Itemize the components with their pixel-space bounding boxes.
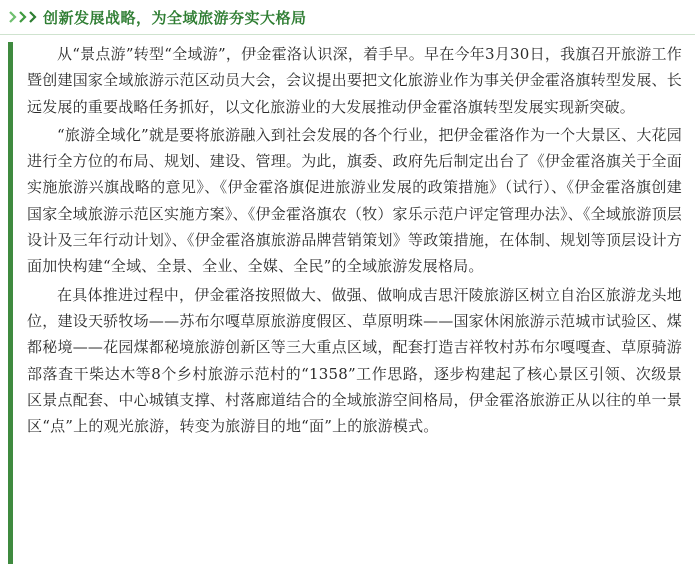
article-accent-bar [8, 42, 13, 564]
paragraph-3: 在具体推进过程中，伊金霍洛按照做大、做强、做响成吉思汗陵旅游区树立自治区旅游龙头地位，建设天骄牧场——苏布尔嘎草原旅游度假区、草原明珠——国家休闲旅游示范城市试验区、煤都秘境——花园煤都秘境旅游创新区等三大重点区域，配套打造吉祥牧村苏布尔嘎嘎查、草原骑游部落査干柴达木等8个乡村旅游示范村的“1358”工作思路，逐步构建起了核心景区引领、次级景区景点配套、中心城镇支撑、村落廊道结合的全域旅游空间格局，伊金霍洛旅游正从以往的单一景区“点”上的观光旅游，转变为旅游目的地“面”上的旅游模式。 [27, 285, 682, 436]
article-body [27, 41, 682, 441]
paragraph-1: 从“景点游”转型“全域游”，伊金霍洛认识深，着手早。早在今年3月30日，我旗召开旅游工作暨创建国家全域旅游示范区动员大会，会议提出要把文化旅游业作为事关伊金霍洛旗转型发展、长远发展的重要战略任务抓好，以文化旅游业的大发展推动伊金霍洛旗转型发展实现新突破。 [27, 45, 682, 116]
section-title: 创新发展战略，为全域旅游夯实大格局 [43, 8, 307, 27]
header-divider [0, 34, 695, 35]
section-header [0, 0, 695, 34]
double-chevron-right-icon [8, 11, 37, 23]
paragraph-2: “旅游全域化”就是要将旅游融入到社会发展的各个行业，把伊金霍洛作为一个大景区、大花园进行全方位的布局、规划、建设、管理。为此，旗委、政府先后制定出台了《伊金霍洛旗关于全面实施旅游兴旗战略的意见》、《伊金霍洛旗促进旅游业发展的政策措施》（试行）、《伊金霍洛旗创建国家全域旅游示范区实施方案》、《伊金霍洛旗农（牧）家乐示范户评定管理办法》、《全域旅游顶层设计及三年行动计划》、《伊金霍洛旗旅游品牌营销策划》等政策措施，在体制、规划等顶层设计方面加快构建“全域、全景、全业、全媒、全民”的全域旅游发展格局。 [27, 125, 682, 276]
